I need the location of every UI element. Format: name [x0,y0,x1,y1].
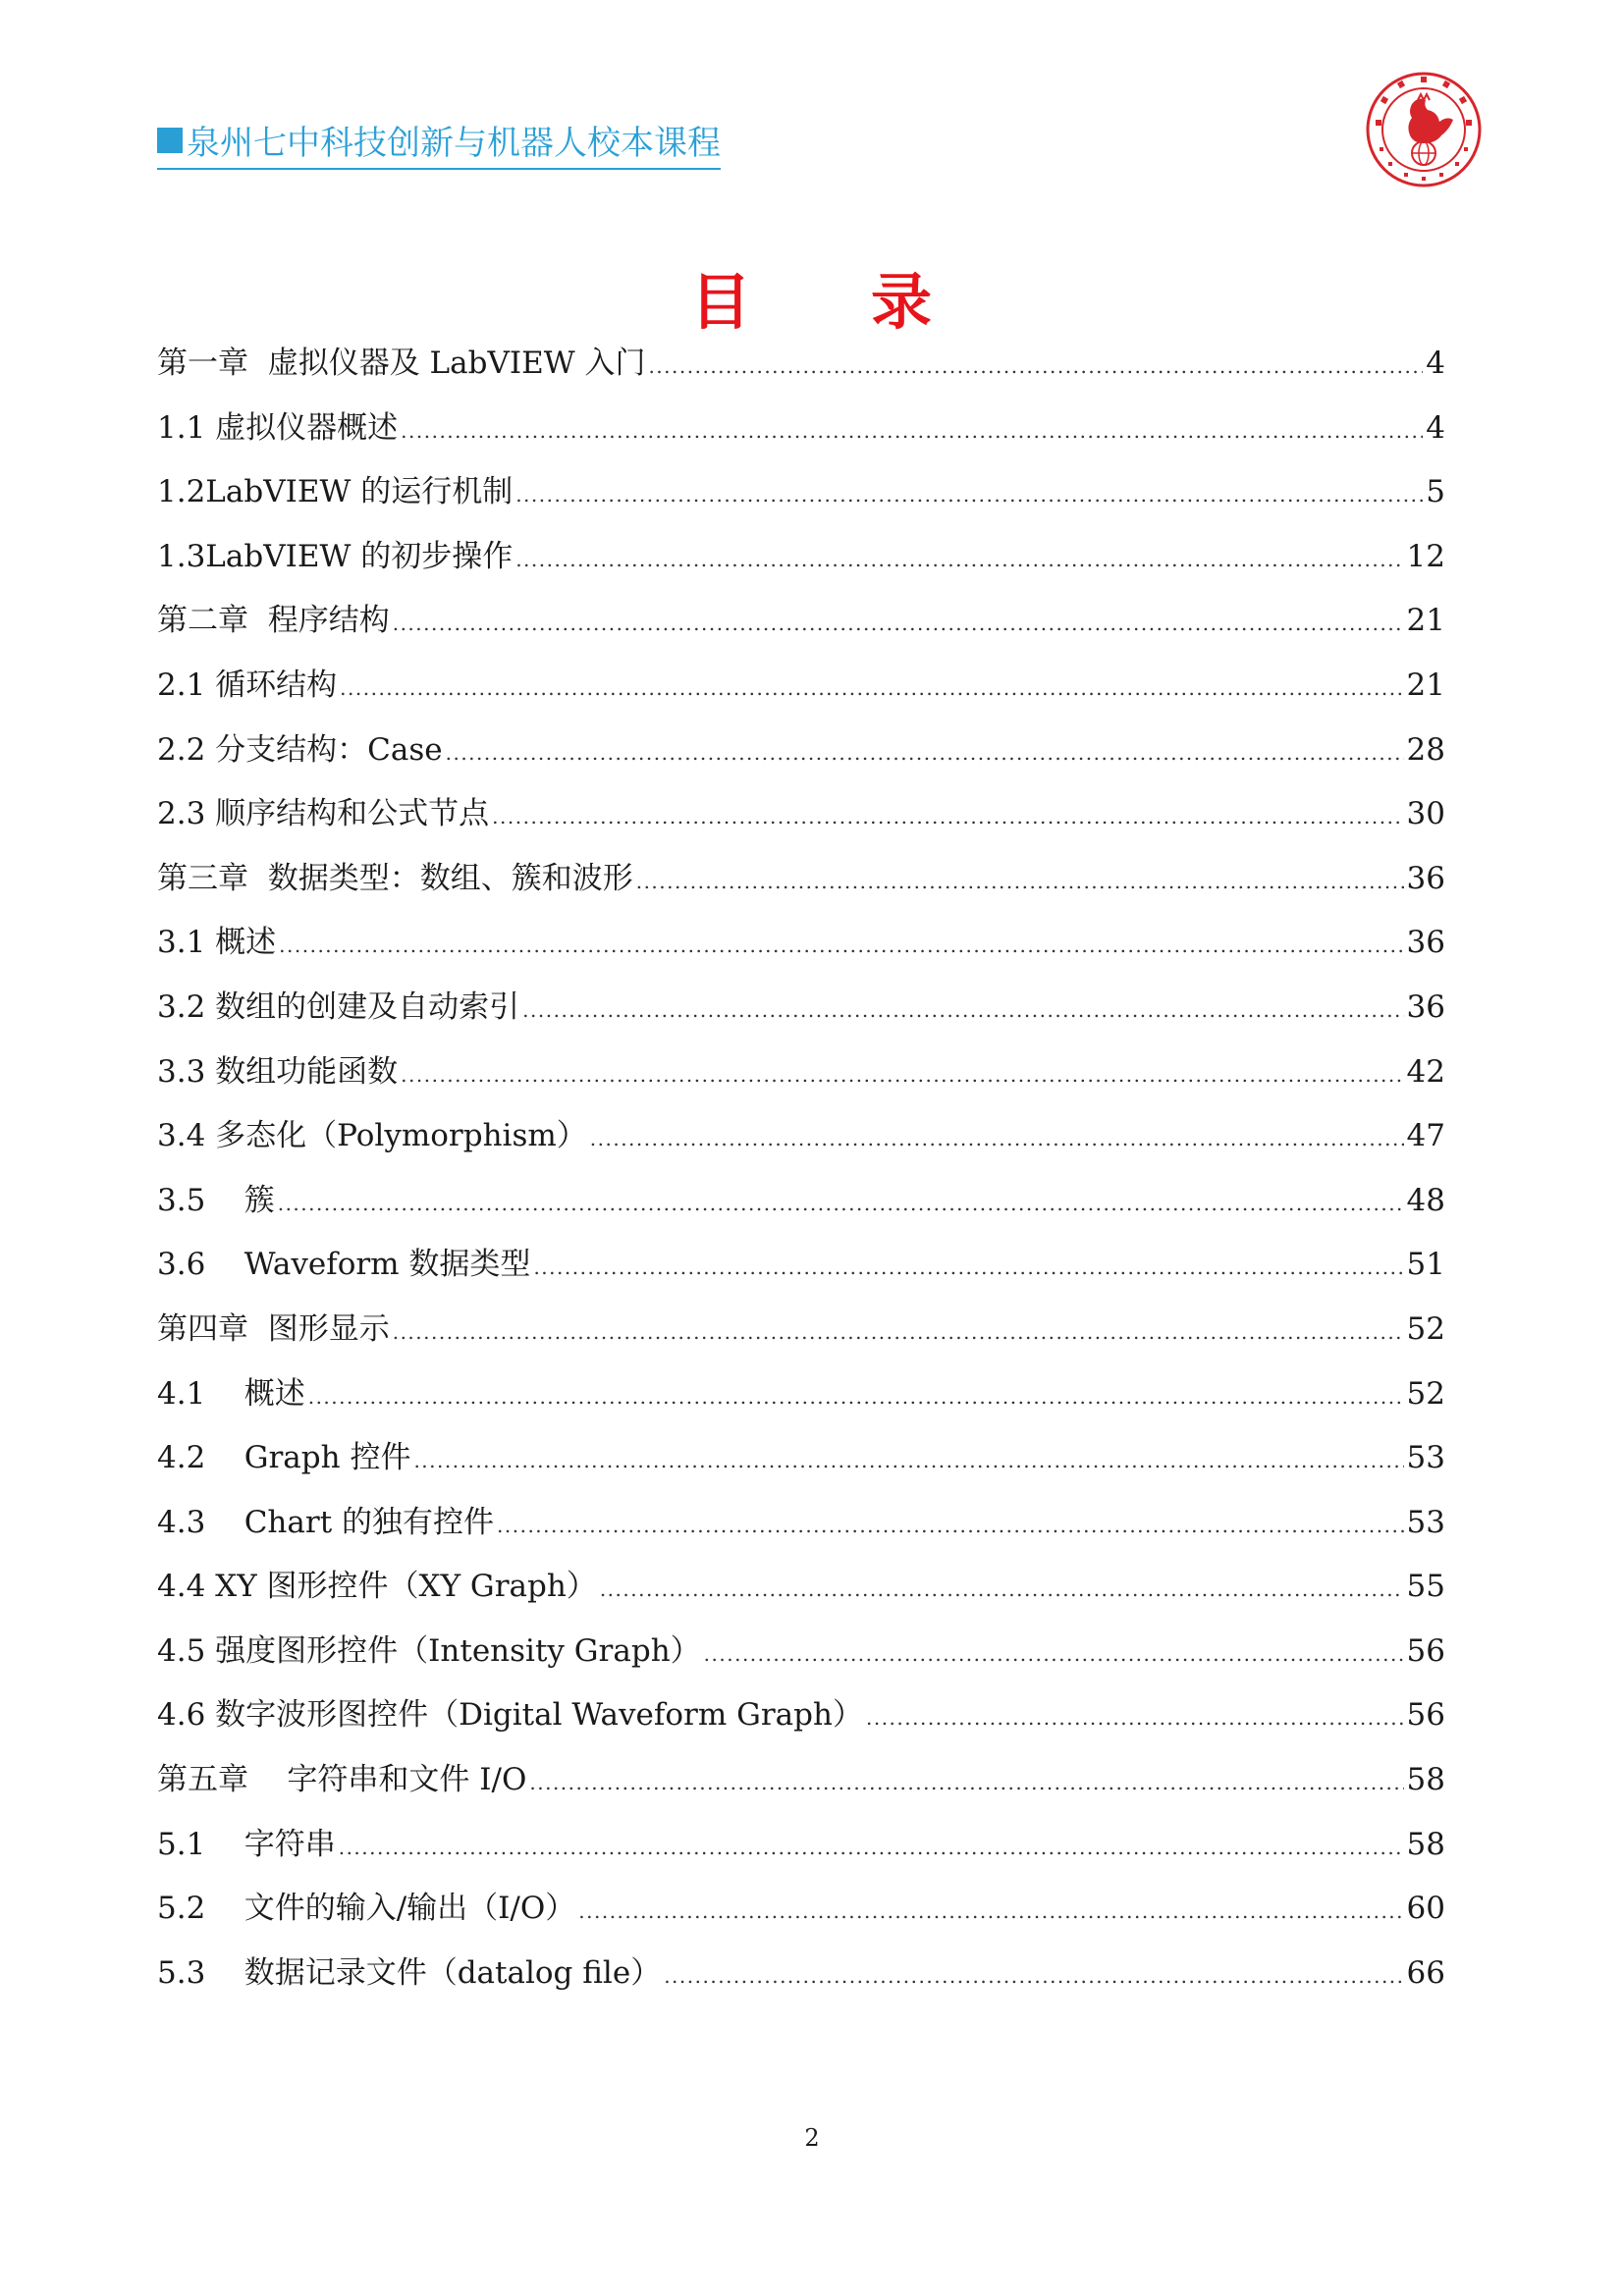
toc-entry-label: 第三章 数据类型：数组、簇和波形 [157,860,633,896]
toc-entry[interactable] [157,1813,1445,1878]
toc-entry[interactable] [157,1555,1445,1620]
toc-entry[interactable] [157,847,1445,912]
toc-entry-label: 5.3 数据记录文件（datalog file） [157,1954,662,1991]
title-char-2: 录 [871,266,935,338]
toc-entry-page: 4 [1426,346,1445,381]
toc-entry-page: 55 [1406,1569,1445,1605]
toc-leader-dots [578,1880,1403,1945]
toc-entry-label: 3.2 数组的创建及自动索引 [157,988,520,1025]
toc-entry-page: 36 [1406,860,1445,896]
toc-leader-dots [393,592,1404,657]
toc-entry-page: 58 [1406,1762,1445,1798]
header-title: 泉州七中科技创新与机器人校本课程 [187,124,721,163]
toc-entry-label: 2.1 循环结构 [157,667,338,703]
toc-entry-label: 1.3LabVIEW 的初步操作 [157,538,514,574]
toc-leader-dots [600,1558,1404,1623]
toc-leader-dots [340,657,1403,721]
page-number: 2 [804,2124,820,2152]
toc-entry[interactable] [157,1104,1445,1169]
toc-entry-page: 52 [1406,1375,1445,1412]
toc-entry-label: 3.5 簇 [157,1182,275,1218]
toc-entry-page: 66 [1406,1954,1445,1991]
toc-leader-dots [279,914,1403,979]
school-emblem-icon [1365,71,1483,188]
toc-entry[interactable] [157,976,1445,1041]
toc-entry[interactable] [157,1620,1445,1684]
header-square-icon [157,128,183,153]
toc-leader-dots [664,1945,1403,2009]
toc-leader-dots [401,1043,1403,1108]
toc-entry-label: 4.6 数字波形图控件（Digital Waveform Graph） [157,1697,863,1734]
toc-leader-dots [413,1429,1403,1494]
toc-entry-page: 60 [1406,1891,1445,1927]
toc-leader-dots [401,400,1423,464]
toc-leader-dots [446,721,1404,786]
toc-entry-page: 56 [1406,1632,1445,1669]
toc-leader-dots [515,528,1403,593]
toc-leader-dots [648,335,1423,400]
toc-leader-dots [308,1365,1404,1430]
toc-leader-dots [339,1816,1404,1881]
toc-entry-label: 4.5 强度图形控件（Intensity Graph） [157,1632,701,1669]
toc-leader-dots [522,979,1403,1043]
toc-entry-page: 36 [1406,988,1445,1025]
toc-entry-page: 4 [1426,409,1445,446]
toc-leader-dots [636,850,1404,915]
toc-leader-dots [515,463,1423,528]
toc-entry-label: 第二章 程序结构 [157,603,390,639]
toc-entry-page: 56 [1406,1697,1445,1734]
toc-entry[interactable] [157,460,1445,525]
toc-entry-label: 3.4 多态化（Polymorphism） [157,1118,587,1154]
toc-entry-page: 28 [1406,731,1445,768]
toc-entry[interactable] [157,332,1445,397]
page-title [0,253,1624,341]
toc-entry-page: 53 [1406,1440,1445,1476]
toc-entry-label: 3.6 Waveform 数据类型 [157,1247,531,1283]
toc-entry-page: 21 [1406,667,1445,703]
toc-leader-dots [590,1107,1404,1172]
toc-entry-label: 1.1 虚拟仪器概述 [157,409,399,446]
toc-entry[interactable] [157,1491,1445,1556]
toc-leader-dots [529,1751,1403,1816]
toc-entry-label: 5.2 文件的输入/输出（I/O） [157,1891,576,1927]
course-header [157,116,721,170]
toc-entry-page: 48 [1406,1182,1445,1218]
toc-leader-dots [393,1301,1404,1365]
toc-entry[interactable] [157,397,1445,461]
toc-entry-page: 5 [1426,474,1445,510]
toc-entry[interactable] [157,1298,1445,1362]
toc-entry-page: 51 [1406,1247,1445,1283]
toc-entry[interactable] [157,1233,1445,1298]
toc-entry-label: 2.2 分支结构：Case [157,731,443,768]
toc-entry[interactable] [157,1877,1445,1942]
toc-entry-label: 4.4 XY 图形控件（XY Graph） [157,1569,597,1605]
toc-leader-dots [533,1236,1403,1301]
toc-entry[interactable] [157,1683,1445,1748]
toc-leader-dots [497,1494,1404,1559]
toc-leader-dots [866,1686,1404,1751]
toc-leader-dots [492,785,1403,850]
toc-entry-label: 第五章 字符串和文件 I/O [157,1762,527,1798]
toc-entry-page: 52 [1406,1310,1445,1347]
toc-entry-page: 12 [1406,538,1445,574]
title-char-1: 目 [689,266,753,338]
toc-entry[interactable] [157,1426,1445,1491]
toc-entry[interactable] [157,719,1445,783]
toc-entry-label: 4.2 Graph 控件 [157,1440,411,1476]
toc-entry[interactable] [157,911,1445,976]
toc-entry-label: 3.1 概述 [157,925,277,961]
toc-entry[interactable] [157,1748,1445,1813]
toc-entry-label: 4.1 概述 [157,1375,305,1412]
toc-entry[interactable] [157,1041,1445,1105]
toc-entry-page: 42 [1406,1053,1445,1090]
toc-entry-label: 1.2LabVIEW 的运行机制 [157,474,514,510]
toc-entry-label: 5.1 字符串 [157,1826,336,1862]
toc-entry-page: 58 [1406,1826,1445,1862]
toc-entry-page: 53 [1406,1504,1445,1540]
toc-entry-label: 第四章 图形显示 [157,1310,390,1347]
toc-entry-page: 30 [1406,796,1445,832]
toc-entry-label: 2.3 顺序结构和公式节点 [157,796,490,832]
toc-entry[interactable] [157,1169,1445,1234]
toc-entry-page: 21 [1406,603,1445,639]
toc-entry[interactable] [157,1942,1445,2006]
toc-leader-dots [704,1623,1404,1687]
toc-leader-dots [278,1172,1404,1237]
toc-entry-label: 4.3 Chart 的独有控件 [157,1504,495,1540]
toc-entry[interactable] [157,525,1445,590]
toc-entry-page: 47 [1406,1118,1445,1154]
toc-entry[interactable] [157,1362,1445,1427]
toc-entry[interactable] [157,589,1445,654]
toc-entry[interactable] [157,782,1445,847]
toc-entry-page: 36 [1406,925,1445,961]
toc-entry[interactable] [157,654,1445,719]
toc-entry-label: 第一章 虚拟仪器及 LabVIEW 入门 [157,346,646,381]
table-of-contents [157,332,1445,2005]
toc-entry-label: 3.3 数组功能函数 [157,1053,399,1090]
